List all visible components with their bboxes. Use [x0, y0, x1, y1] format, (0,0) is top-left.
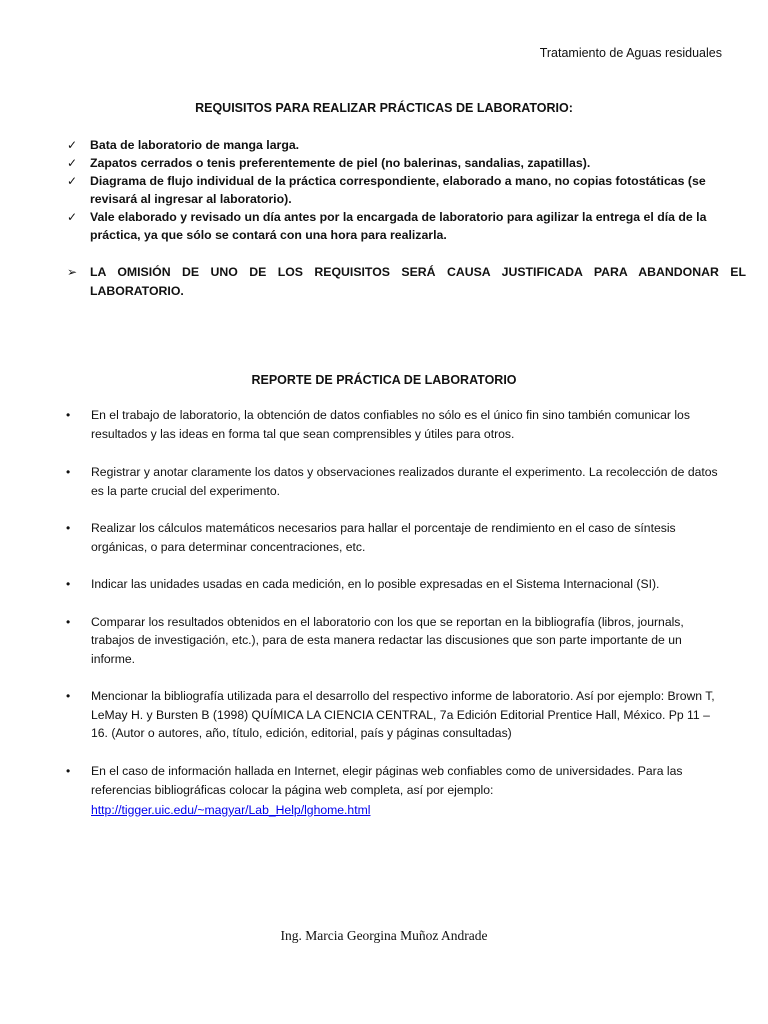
- bullet-icon: •: [66, 521, 71, 535]
- list-item: [67, 154, 723, 172]
- list-item-text: Diagrama de flujo individual de la práctica correspondiente, elaborado a mano, no copias fotostáticas (se revisará al ingresar al laboratorio).: [90, 174, 706, 206]
- list-item: [64, 687, 724, 743]
- report-list: [64, 406, 724, 820]
- checkmark-icon: ✓: [67, 210, 78, 224]
- list-item: [64, 406, 724, 443]
- requirements-warning: [67, 263, 746, 301]
- bullet-icon: •: [66, 408, 71, 422]
- bullet-icon: •: [66, 763, 71, 778]
- bullet-icon: •: [66, 465, 71, 479]
- list-item: [67, 136, 723, 154]
- list-item-text: En el trabajo de laboratorio, la obtención de datos confiables no sólo es el único fin sino también comunicar los resultados y las ideas en forma tal que sean comprensibles y útiles para otros.: [91, 408, 690, 441]
- bullet-icon: •: [66, 577, 71, 591]
- report-title: REPORTE DE PRÁCTICA DE LABORATORIO: [251, 373, 517, 387]
- arrow-bullet-icon: ➢: [67, 265, 78, 279]
- checkmark-icon: ✓: [67, 156, 78, 170]
- list-item-text: Registrar y anotar claramente los datos y observaciones realizados durante el experimento. La recolección de datos es la parte crucial del experimento.: [91, 465, 718, 498]
- list-item: [64, 575, 724, 594]
- list-item-text: Indicar las unidades usadas en cada medición, en lo posible expresadas en el Sistema Internacional (SI).: [91, 577, 660, 591]
- running-header: Tratamiento de Aguas residuales: [539, 46, 722, 60]
- list-item-text: Mencionar la bibliografía utilizada para el desarrollo del respectivo informe de laboratorio. Así por ejemplo: Brown T, LeMay H. y Bursten B (1998) QUÍMICA LA CIENCIA CENTRAL, 7a Edición Editorial Prentice Hall, México. Pp 11 – 16. (Autor o autores, año, título, edición, editorial, país y páginas consultadas): [91, 689, 715, 740]
- list-item-text: Realizar los cálculos matemáticos necesarios para hallar el porcentaje de rendimiento en el caso de síntesis orgánicas, o para determinar concentraciones, etc.: [91, 521, 676, 554]
- author-footer: Ing. Marcia Georgina Muñoz Andrade: [280, 928, 488, 943]
- requirements-list: [67, 136, 723, 244]
- list-item-text: Vale elaborado y revisado un día antes por la encargada de laboratorio para agilizar la entrega el día de la práctica, ya que sólo se contará con una hora para realizarla.: [90, 210, 707, 242]
- list-item: [64, 613, 724, 669]
- list-item: [64, 762, 724, 821]
- warning-text: LA OMISIÓN DE UNO DE LOS REQUISITOS SERÁ CAUSA JUSTIFICADA PARA ABANDONAR EL LABORATORIO.: [90, 265, 746, 298]
- bullet-icon: •: [66, 689, 71, 703]
- list-item: [64, 463, 724, 500]
- checkmark-icon: ✓: [67, 138, 78, 152]
- list-item: [64, 519, 724, 556]
- requirements-title: REQUISITOS PARA REALIZAR PRÁCTICAS DE LABORATORIO:: [195, 101, 573, 115]
- list-item-text: En el caso de información hallada en Internet, elegir páginas web confiables como de universidades. Para las referencias bibliográficas colocar la página web completa, así por ejemplo:: [91, 763, 683, 797]
- list-item: [67, 172, 723, 208]
- list-item-text: Bata de laboratorio de manga larga.: [90, 138, 300, 152]
- example-url-link[interactable]: http://tigger.uic.edu/~magyar/Lab_Help/lghome.html: [91, 802, 371, 817]
- list-item-text: Comparar los resultados obtenidos en el laboratorio con los que se reportan en la bibliografía (libros, journals, trabajos de investigación, etc.), para de esta manera redactar las discusiones que son parte importante de un informe.: [91, 614, 684, 666]
- list-item-text: Zapatos cerrados o tenis preferentemente de piel (no balerinas, sandalias, zapatillas).: [90, 156, 591, 170]
- checkmark-icon: ✓: [67, 174, 78, 188]
- bullet-icon: •: [66, 614, 71, 629]
- list-item: [67, 208, 723, 244]
